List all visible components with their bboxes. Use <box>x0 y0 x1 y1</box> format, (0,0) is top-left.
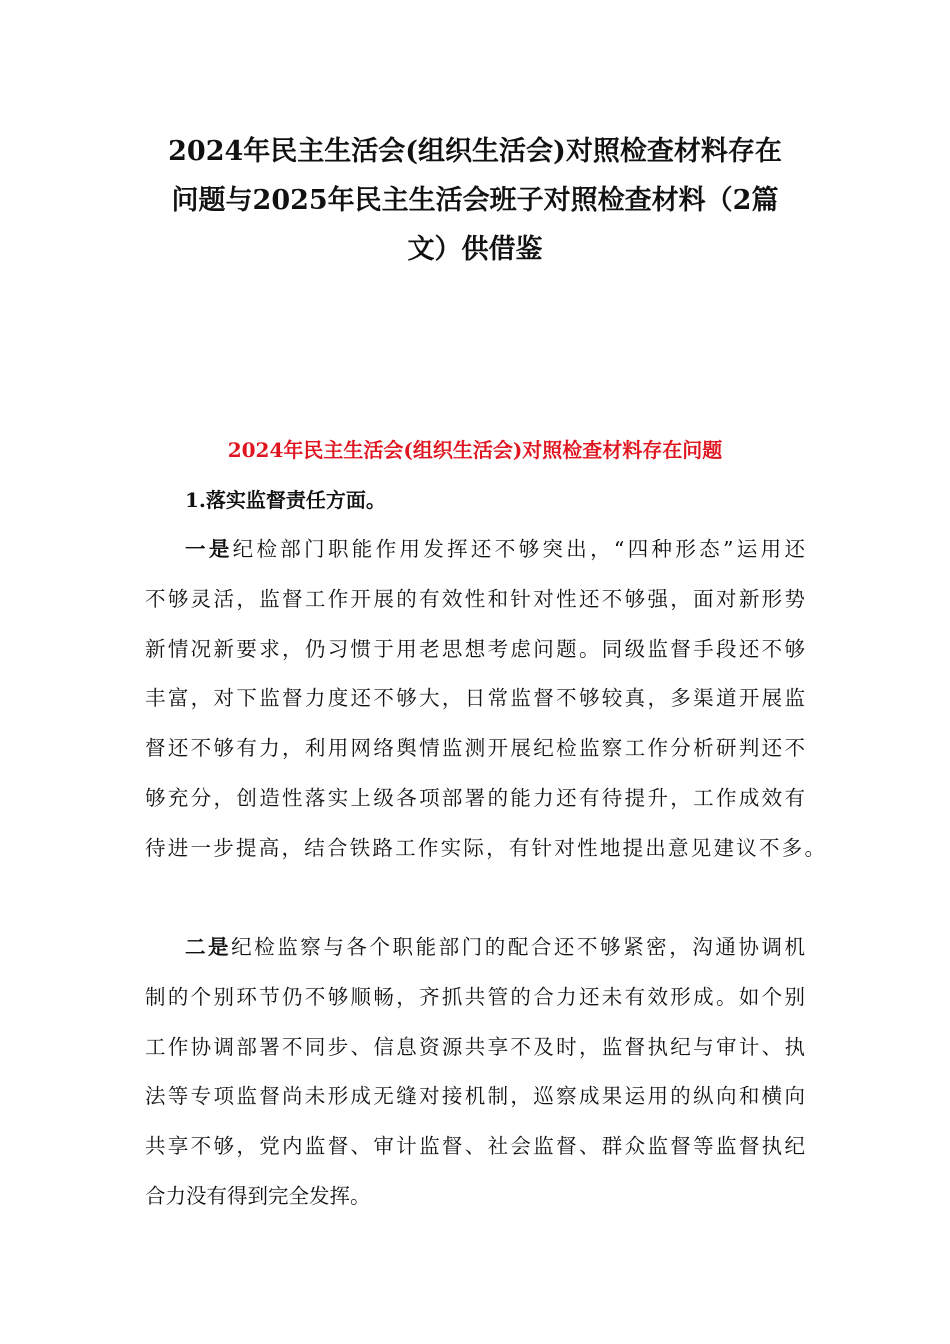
title-line: 问题与2025年民主生活会班子对照检查材料（2篇 <box>171 185 779 216</box>
section-heading: 1.落实监督责任方面。 <box>185 488 386 512</box>
paragraph-line <box>145 534 805 584</box>
title-line: 2024年民主生活会(组织生活会)对照检查材料存在 <box>168 136 782 167</box>
paragraph-line: 新情况新要求，仍习惯于用老思想考虑问题。同级监督手段还不够 <box>145 636 805 661</box>
paragraph-line: 够充分，创造性落实上级各项部署的能力还有待提升，工作成效有 <box>145 785 805 810</box>
paragraph-line: 法等专项监督尚未形成无缝对接机制，巡察成果运用的纵向和横向 <box>145 1084 805 1109</box>
paragraph-line: 制的个别环节仍不够顺畅，齐抓共管的合力还未有效形成。如个别 <box>145 984 805 1009</box>
paragraph-line: 丰富，对下监督力度还不够大，日常监督不够较真，多渠道开展监 <box>145 686 805 711</box>
section-subtitle: 2024年民主生活会(组织生活会)对照检查材料存在问题 <box>227 438 723 462</box>
title-line: 文）供借鉴 <box>407 234 543 265</box>
paragraph-line: 督还不够有力，利用网络舆情监测开展纪检监察工作分析研判还不 <box>145 736 805 761</box>
lead-label: 一是 <box>185 537 233 561</box>
line-text: 纪检部门职能作用发挥还不够突出，“四种形态”运用还 <box>232 537 805 561</box>
lead-label: 二是 <box>185 935 232 959</box>
paragraph-line: 工作协调部署不同步、信息资源共享不及时，监督执纪与审计、执 <box>145 1034 805 1059</box>
paragraph-2 <box>145 932 805 1231</box>
paragraph-line: 待进一步提高，结合铁路工作实际，有针对性地提出意见建议不多。 <box>145 835 825 860</box>
paragraph-line: 不够灵活，监督工作开展的有效性和针对性还不够强，面对新形势 <box>145 586 805 611</box>
document-title <box>0 127 950 274</box>
paragraph-1 <box>145 534 825 883</box>
paragraph-line: 合力没有得到完全发挥。 <box>145 1183 371 1208</box>
line-text: 纪检监察与各个职能部门的配合还不够紧密，沟通协调机 <box>231 935 806 959</box>
paragraph-line <box>145 932 805 982</box>
paragraph-line: 共享不够，党内监督、审计监督、社会监督、群众监督等监督执纪 <box>145 1134 805 1159</box>
